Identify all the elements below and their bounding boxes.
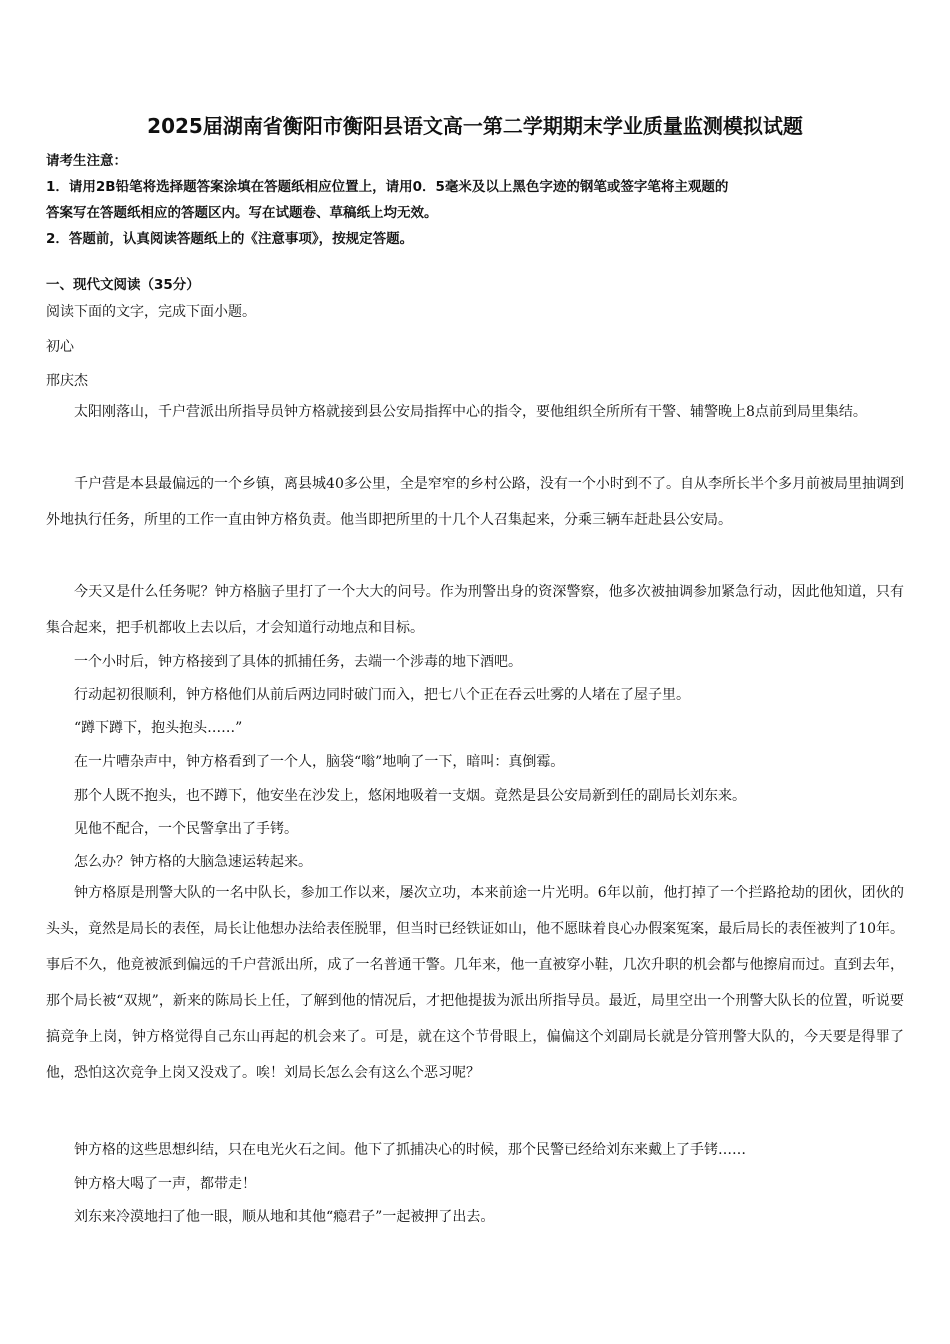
- story-paragraph: 见他不配合，一个民警拿出了手铐。: [74, 821, 298, 837]
- story-paragraph: 刘东来冷漠地扫了他一眼，顺从地和其他“瘾君子”一起被押了出去。: [74, 1209, 495, 1225]
- story-paragraph: “蹲下蹲下，抱头抱头……”: [74, 720, 243, 736]
- story-paragraph: 在一片嘈杂声中，钟方格看到了一个人，脑袋“嗡”地响了一下，暗叫：真倒霉。: [74, 754, 565, 770]
- story-paragraph: 今天又是什么任务呢？钟方格脑子里打了一个大大的问号。作为刑警出身的资深警察，他多次被抽调参加紧急行动，因此他知道，只有集合起来，把手机都收上去以后，才会知道行动地点和目标。: [46, 584, 904, 636]
- story-paragraph: 那个人既不抱头，也不蹲下，他安坐在沙发上，悠闲地吸着一支烟。竟然是县公安局新到任的副局长刘东来。: [74, 788, 746, 804]
- story-paragraph: 千户营是本县最偏远的一个乡镇，离县城40多公里，全是窄窄的乡村公路，没有一个小时到不了。自从李所长半个多月前被局里抽调到外地执行任务，所里的工作一直由钟方格负责。他当即把所里的十几个人召集起来，分乘三辆车赶赴县公安局。: [46, 476, 904, 528]
- notice-item-1-line-1: 1．请用2B铅笔将选择题答案涂填在答题纸相应位置上，请用0．5毫米及以上黑色字迹的钢笔或签字笔将主观题的: [46, 179, 729, 195]
- story-title: 初心: [46, 339, 74, 355]
- story-paragraph: 钟方格的这些思想纠结，只在电光火石之间。他下了抓捕决心的时候，那个民警已经给刘东来戴上了手铐……: [74, 1142, 746, 1158]
- reading-instruction: 阅读下面的文字，完成下面小题。: [46, 304, 256, 320]
- story-paragraph: 钟方格原是刑警大队的一名中队长，参加工作以来，屡次立功，本来前途一片光明。6年以前，他打掉了一个拦路抢劫的团伙，团伙的头头，竟然是局长的表侄，局长让他想办法给表侄脱罪，但当时已经铁证如山，他不愿昧着良心办假案冤案，最后局长的表侄被判了10年。事后不久，他竟被派到偏远的千户营派出所，成了一名普通干警。几年来，他一直被穿小鞋，几次升职的机会都与他擦肩而过。直到去年，那个局长被“双规”，新来的陈局长上任，了解到他的情况后，才把他提拔为派出所指导员。最近，局里空出一个刑警大队长的位置，听说要搞竞争上岗，钟方格觉得自己东山再起的机会来了。可是，就在这个节骨眼上，偏偏这个刘副局长就是分管刑警大队的，今天要是得罪了他，恐怕这次竞争上岗又没戏了。唉！刘局长怎么会有这么个恶习呢？: [46, 885, 904, 1081]
- story-paragraph: 一个小时后，钟方格接到了具体的抓捕任务，去端一个涉毒的地下酒吧。: [74, 654, 522, 670]
- notice-item-1-line-2: 答案写在答题纸相应的答题区内。写在试题卷、草稿纸上均无效。: [46, 205, 438, 221]
- story-paragraph: 钟方格大喝了一声，都带走！: [74, 1176, 256, 1192]
- candidate-notice: [46, 148, 916, 252]
- exam-title: 2025届湖南省衡阳市衡阳县语文高一第二学期期末学业质量监测模拟试题: [147, 114, 803, 138]
- notice-heading: 请考生注意：: [46, 153, 127, 169]
- story-author: 邢庆杰: [46, 373, 88, 389]
- notice-item-2: 2．答题前，认真阅读答题纸上的《注意事项》，按规定答题。: [46, 231, 414, 247]
- story-paragraph: 怎么办？钟方格的大脑急速运转起来。: [74, 854, 312, 870]
- story-paragraph: 太阳刚落山，千户营派出所指导员钟方格就接到县公安局指挥中心的指令，要他组织全所所有干警、辅警晚上8点前到局里集结。: [74, 404, 867, 420]
- story-paragraph: 行动起初很顺利，钟方格他们从前后两边同时破门而入，把七八个正在吞云吐雾的人堵在了屋子里。: [74, 687, 690, 703]
- section-heading: 一、现代文阅读（35分）: [46, 277, 200, 293]
